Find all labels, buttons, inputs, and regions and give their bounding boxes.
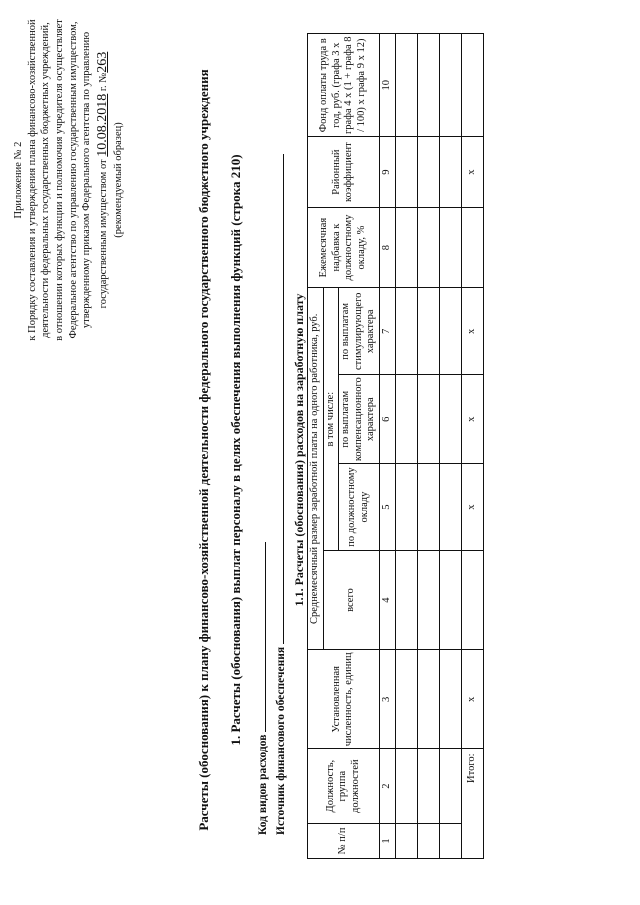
appendix-note: (рекомендуемый образец) [113,122,125,238]
total-stimulating-cell: х [461,288,483,375]
table-cell[interactable] [395,464,417,551]
table-cell[interactable] [417,288,439,375]
table-cell[interactable] [417,464,439,551]
order-prefix: государственным имуществом от [97,159,109,309]
appendix-line-4: Федеральное агентство по управлению государственным имуществом, [67,21,79,339]
table-cell[interactable] [395,207,417,288]
column-number: 1 [379,823,395,858]
funding-source-row [275,154,287,835]
column-number: 8 [379,207,395,288]
table-cell[interactable] [395,34,417,137]
table-cell[interactable] [417,749,439,823]
table-cell[interactable] [417,375,439,464]
table-cell[interactable] [439,288,461,375]
table-cell[interactable] [439,137,461,207]
header-num: № п/п [308,823,380,858]
section-title: 1. Расчеты (обоснования) выплат персоналу в целях обеспечения выполнения функций (строка 210) [228,154,243,746]
total-official-cell: х [461,464,483,551]
total-avg-cell[interactable] [461,550,483,649]
table-cell[interactable] [417,650,439,749]
header-regional-coef: Районный коэффициент [308,137,380,207]
table-row [395,34,417,859]
subsection-title: 1.1. Расчеты (обоснования) расходов на заработную плату [292,293,306,607]
appendix-line-3: в отношении которых функции и полномочия учредителя осуществляет [53,19,65,341]
column-number: 5 [379,464,395,551]
table-row [417,34,439,859]
table-cell[interactable] [395,137,417,207]
header-payroll-fund: Фонд оплаты труда в год, руб. (графа 3 х графа 4 х (1 + графа 8 / 100) х графа 9 х 12) [308,34,380,137]
table-cell[interactable] [395,550,417,649]
table-cell[interactable] [439,464,461,551]
expense-code-row [257,542,269,835]
total-headcount-cell: х [461,650,483,749]
appendix-header [12,15,126,345]
column-number: 10 [379,34,395,137]
header-headcount: Установленная численность, единиц [308,650,380,749]
table-cell[interactable] [439,749,461,823]
table-cell[interactable] [395,749,417,823]
table-cell[interactable] [395,375,417,464]
column-number: 9 [379,137,395,207]
column-number: 2 [379,749,395,823]
table-row [439,34,461,859]
appendix-line-1: к Порядку составления и утверждения плана финансово-хозяйственной [26,19,38,341]
expense-code-field [265,542,266,732]
total-bonus-cell[interactable] [461,207,483,288]
appendix-line-5: утвержденному приказом Федерального агентства по управлению [81,31,93,329]
column-number: 3 [379,650,395,749]
total-coef-cell: х [461,137,483,207]
table-cell[interactable] [417,550,439,649]
header-including: в том числе: [323,288,339,551]
appendix-line-2: деятельности федеральных государственных бюджетных учреждений, [40,22,52,338]
header-position: Должность, группа должностей [308,749,380,823]
header-official-salary: по должностному окладу [339,464,380,551]
header-stimulating: по выплатам стимулирующего характера [339,288,380,375]
table-cell[interactable] [395,823,417,858]
main-title: Расчеты (обоснования) к плану финансово-хозяйственной деятельности федерального государственного бюджетного учреждения [196,69,211,831]
order-year-suffix: г. № [97,72,109,94]
column-number-row [379,34,395,859]
funding-source-label: Источник финансового обеспечения [275,646,287,835]
expense-code-label: Код видов расходов [257,734,269,835]
total-row [461,34,483,859]
table-cell[interactable] [395,650,417,749]
table-cell[interactable] [417,34,439,137]
column-number: 7 [379,288,395,375]
appendix-title: Приложение № 2 [13,141,24,219]
header-compensatory: по выплатам компенсационного характера [339,375,380,464]
header-avg-salary: Среднемесячный размер заработной платы на одного работника, руб. [308,288,324,650]
table-cell[interactable] [439,823,461,858]
table-cell[interactable] [417,207,439,288]
table-cell[interactable] [439,650,461,749]
table-cell[interactable] [417,137,439,207]
header-total: всего [323,550,379,649]
appendix-order-line [94,15,112,345]
column-number: 6 [379,375,395,464]
header-monthly-bonus: Ежемесячная надбавка к должностному окладу, % [308,207,380,288]
table-cell[interactable] [439,207,461,288]
salary-table [307,33,484,859]
table-cell[interactable] [439,34,461,137]
order-number: 263 [94,51,110,73]
total-compensatory-cell: х [461,375,483,464]
table-cell[interactable] [439,375,461,464]
table-cell[interactable] [395,288,417,375]
table-cell[interactable] [417,823,439,858]
total-label: Итого: [461,749,483,859]
column-number: 4 [379,550,395,649]
funding-source-field [283,154,284,644]
table-cell[interactable] [439,550,461,649]
total-fund-cell[interactable] [461,34,483,137]
order-date: 10.08.2018 [94,93,110,157]
